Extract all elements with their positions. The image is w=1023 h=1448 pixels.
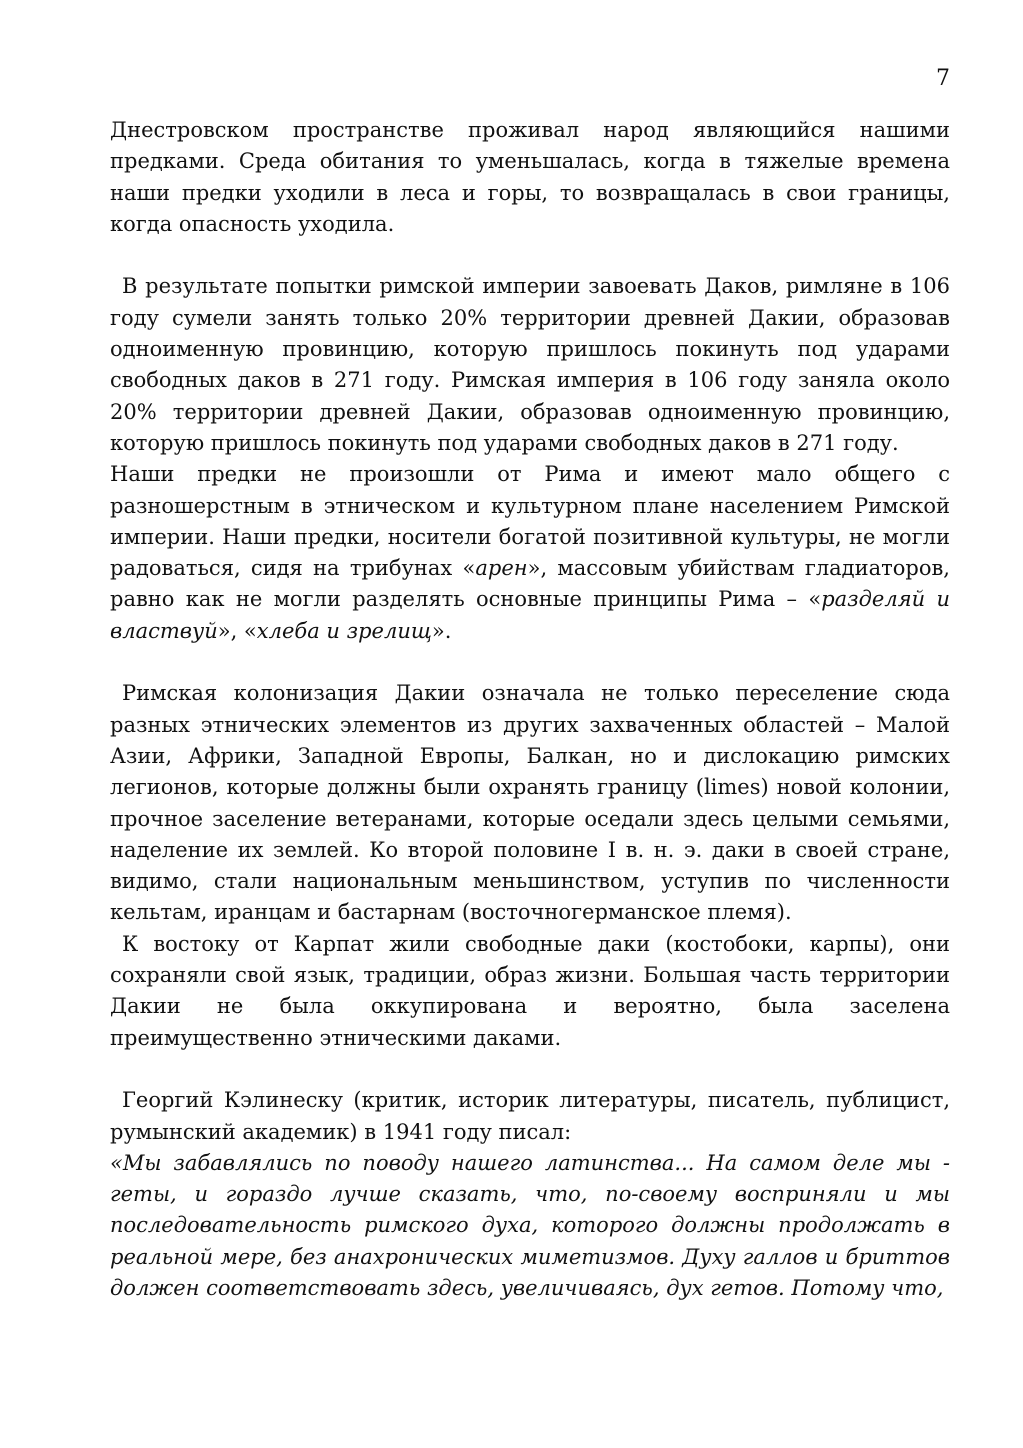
ancestors-text-3: », « bbox=[217, 618, 257, 643]
calinescu-quote: «Мы забавлялись по поводу нашего латинства... На самом деле мы - геты, и гораздо лучше сказать, что, по-своему восприняли и мы последовательность римского духа, которого должны продолжать в реальной мере, без анахронических миметизмов. Духу галлов и бриттов должен соответствовать здесь, увеличиваясь, дух гетов. Потому что, bbox=[110, 1150, 950, 1300]
ancestors-italic-divide: разделяй и властвуй bbox=[110, 587, 951, 643]
paragraph-dniester: Днестровском пространстве проживал народ являющийся нашими предками. Среда обитания то уменьшалась, когда в тяжелые времена наши предки уходили в леса и горы, то возвращалась в свои границы, когда опасность уходила. bbox=[110, 118, 950, 236]
document-body bbox=[110, 115, 950, 1304]
ancestors-italic-bread: хлеба и зрелищ bbox=[256, 618, 432, 643]
paragraph-roman-empire: В результате попытки римской империи завоевать Даков, римляне в 106 году сумели занять только 20% территории древней Дакии, образовав одноименную провинцию, которую пришлось покинуть под ударами свободных даков в 271 году. Римская империя в 106 году заняла около 20% территории древней Дакии, образовав одноименную провинцию, которую пришлось покинуть под ударами свободных даков в 271 году. bbox=[110, 274, 950, 455]
ancestors-text-1: Наши предки не произошли от Рима и имеют мало общего с разношерстным в этническом и культурном плане населением Римской империи. Наши предки, носители богатой позитивной культуры, не могли радоваться, сидя на трибунах « bbox=[110, 462, 950, 581]
paragraph-free-dacians: К востоку от Карпат жили свободные даки (костобоки, карпы), они сохраняли свой язык, традиции, образ жизни. Большая часть территории Дакии не была оккупирована и вероятно, была заселена преимущественно этническими даками. bbox=[110, 931, 950, 1050]
ancestors-text-2: », массовым убийствам гладиаторов, равно как не могли разделять основные принципы Рима – « bbox=[110, 556, 950, 612]
ancestors-italic-arenas: арен bbox=[475, 556, 528, 581]
page-number: 7 bbox=[936, 66, 950, 91]
ancestors-text-4: ». bbox=[431, 618, 452, 643]
paragraph-ancestors bbox=[110, 459, 950, 647]
paragraph-colonization: Римская колонизация Дакии означала не только переселение сюда разных этнических элементов из других захваченных областей – Малой Азии, Африки, Западной Европы, Балкан, но и дислокацию римских легионов, которые должны были охранять границу (limes) новой колонии, прочное заселение ветеранами, которые оседали здесь целыми семьями, наделение их землей. Ко второй половине I в. н. э. даки в своей стране, видимо, стали национальным меньшинством, уступив по численности кельтам, иранцам и бастарнам (восточногерманское племя). bbox=[110, 681, 950, 925]
paragraph-calinescu: Георгий Кэлинеску (критик, историк литературы, писатель, публицист, румынский академик) в 1941 году писал: bbox=[110, 1088, 950, 1144]
